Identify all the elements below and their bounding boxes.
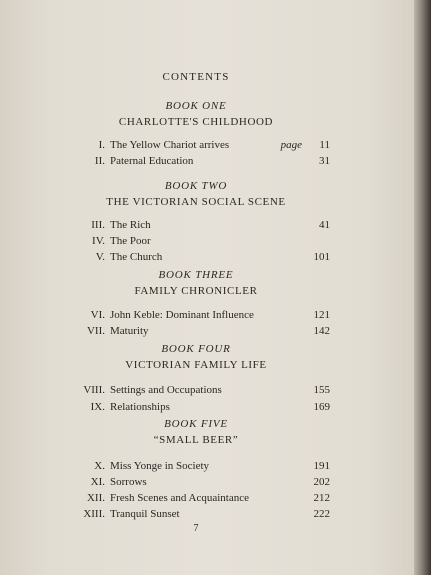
page-number: 142: [313, 325, 330, 337]
chapter-title: Settings and Occupations: [110, 384, 222, 396]
chapter-number: I.: [98, 139, 105, 151]
page-number: 222: [313, 508, 330, 520]
page-number: 202: [313, 476, 330, 488]
chapter-number: IV.: [92, 235, 105, 247]
toc-row: [20, 475, 330, 489]
chapter-title: The Yellow Chariot arrives: [110, 139, 230, 151]
chapter-number: V.: [95, 251, 105, 263]
page-folio: 7: [193, 523, 199, 534]
page-number: 212: [313, 492, 330, 504]
chapter-number: VII.: [86, 325, 105, 337]
toc-row: [20, 507, 330, 521]
book-title: THE VICTORIAN SOCIAL SCENE: [106, 196, 286, 208]
page-number: 11: [319, 139, 330, 151]
chapter-number: II.: [94, 155, 105, 167]
chapter-title: The Church: [110, 251, 163, 263]
chapter-title: Paternal Education: [110, 155, 194, 167]
book-label: BOOK ONE: [165, 100, 227, 112]
toc-row: [20, 324, 330, 338]
chapter-number: XI.: [90, 476, 105, 488]
page-number: 31: [319, 155, 330, 167]
chapter-title: Sorrows: [110, 476, 147, 488]
chapter-title: The Rich: [110, 219, 151, 231]
book-title: CHARLOTTE'S CHILDHOOD: [118, 116, 274, 128]
contents-heading: CONTENTS: [162, 71, 230, 83]
chapter-number: X.: [94, 460, 105, 472]
toc-row: [20, 459, 330, 473]
toc-row: [20, 383, 330, 397]
page-number: 121: [313, 309, 330, 321]
chapter-title: Relationships: [110, 401, 170, 413]
page-number: 191: [313, 460, 330, 472]
page-number: 169: [313, 401, 330, 413]
toc-row: [20, 218, 330, 232]
chapter-number: XIII.: [83, 508, 105, 520]
page-edge-shadow: [414, 0, 431, 575]
chapter-number: XII.: [86, 492, 105, 504]
page-number: 41: [319, 219, 330, 231]
toc-row: [20, 308, 330, 322]
book-title: “SMALL BEER”: [153, 434, 239, 446]
chapter-title: The Poor: [110, 235, 151, 247]
chapter-number: VI.: [90, 309, 105, 321]
page-word: page: [280, 139, 302, 151]
chapter-title: Miss Yonge in Society: [110, 460, 210, 472]
chapter-number: III.: [91, 219, 105, 231]
chapter-number: VIII.: [83, 384, 105, 396]
toc-row: [20, 250, 330, 264]
book-label: BOOK FIVE: [164, 418, 228, 430]
page-number: 155: [313, 384, 330, 396]
book-label: BOOK TWO: [164, 180, 228, 192]
chapter-title: Maturity: [110, 325, 149, 337]
book-title: VICTORIAN FAMILY LIFE: [125, 359, 267, 371]
chapter-number: IX.: [90, 401, 105, 413]
toc-row: [20, 400, 330, 414]
toc-row: [20, 234, 330, 248]
chapter-title: Fresh Scenes and Acquaintance: [110, 492, 249, 504]
chapter-title: Tranquil Sunset: [110, 508, 180, 520]
book-label: BOOK THREE: [158, 269, 234, 281]
book-title: FAMILY CHRONICLER: [134, 285, 258, 297]
page-number: 101: [313, 251, 330, 263]
toc-row: [20, 154, 330, 168]
toc-row: [20, 491, 330, 505]
chapter-title: John Keble: Dominant Influence: [110, 309, 254, 321]
toc-row: [20, 138, 330, 152]
book-label: BOOK FOUR: [161, 343, 231, 355]
